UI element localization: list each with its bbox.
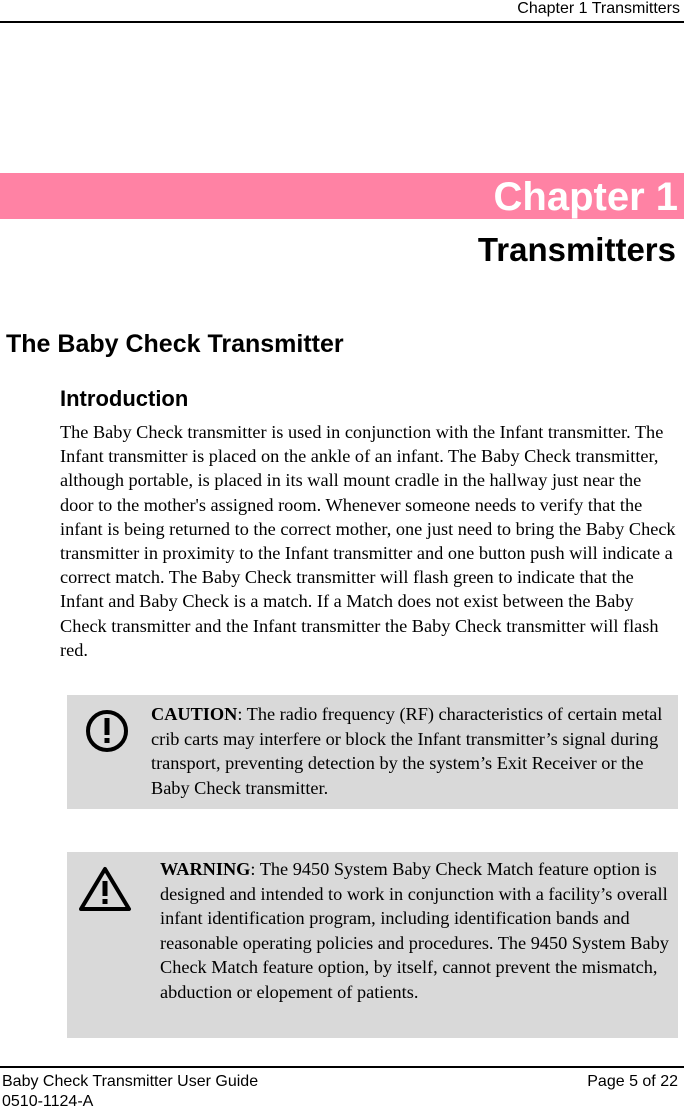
caution-note: [67, 695, 678, 809]
warning-text: [160, 857, 672, 1004]
warning-label: WARNING: [160, 859, 251, 879]
footer-page-number: Page 5 of 22: [587, 1073, 678, 1090]
warning-body: : The 9450 System Baby Check Match feature option is designed and intended to work in conjunction with a facility’s overall infant identification program, including identification bands and reasonable operating policies and procedures. The 9450 System Baby Check Match feature option, by itself, cannot prevent the mismatch, abduction or elopement of patients.: [160, 859, 669, 1002]
footer-guide-title: Baby Check Transmitter User Guide: [2, 1073, 259, 1090]
chapter-title: Transmitters: [477, 231, 676, 268]
warning-note: [67, 852, 678, 1038]
footer-document-number: 0510-1124-A: [2, 1093, 94, 1110]
warning-triangle-icon: [77, 865, 133, 918]
exclamation-circle-icon: [83, 707, 131, 760]
introduction-paragraph: The Baby Check transmitter is used in conjunction with the Infant transmitter. The Infant transmitter is placed on the ankle of an infant. The Baby Check transmitter, although portable, is placed in its wall mount cradle in the hallway just near the door to the mother's assigned room. Whenever someone needs to verify that the infant is being returned to the correct mother, one just need to bring the Baby Check transmitter in proximity to the Infant transmitter and one button push will indicate a correct match. The Baby Check transmitter will flash green to indicate that the Infant and Baby Check is a match. If a Match does not exist between the Baby Check transmitter and the Infant transmitter the Baby Check transmitter will flash red.: [60, 422, 676, 660]
page-header: [0, 0, 684, 23]
caution-label: CAUTION: [151, 704, 238, 724]
page-footer: [0, 1066, 684, 1110]
caution-body: : The radio frequency (RF) characteristics of certain metal crib carts may interfere or block the Infant transmitter’s signal during transport, preventing detection by the system’s Exit Receiver or the Baby Check transmitter.: [151, 704, 663, 798]
caution-text: [151, 702, 671, 800]
subsection-heading: Introduction: [60, 386, 189, 411]
running-header-text: Chapter 1 Transmitters: [517, 0, 680, 17]
section-heading: The Baby Check Transmitter: [6, 330, 344, 358]
chapter-number: Chapter 1: [493, 175, 678, 219]
